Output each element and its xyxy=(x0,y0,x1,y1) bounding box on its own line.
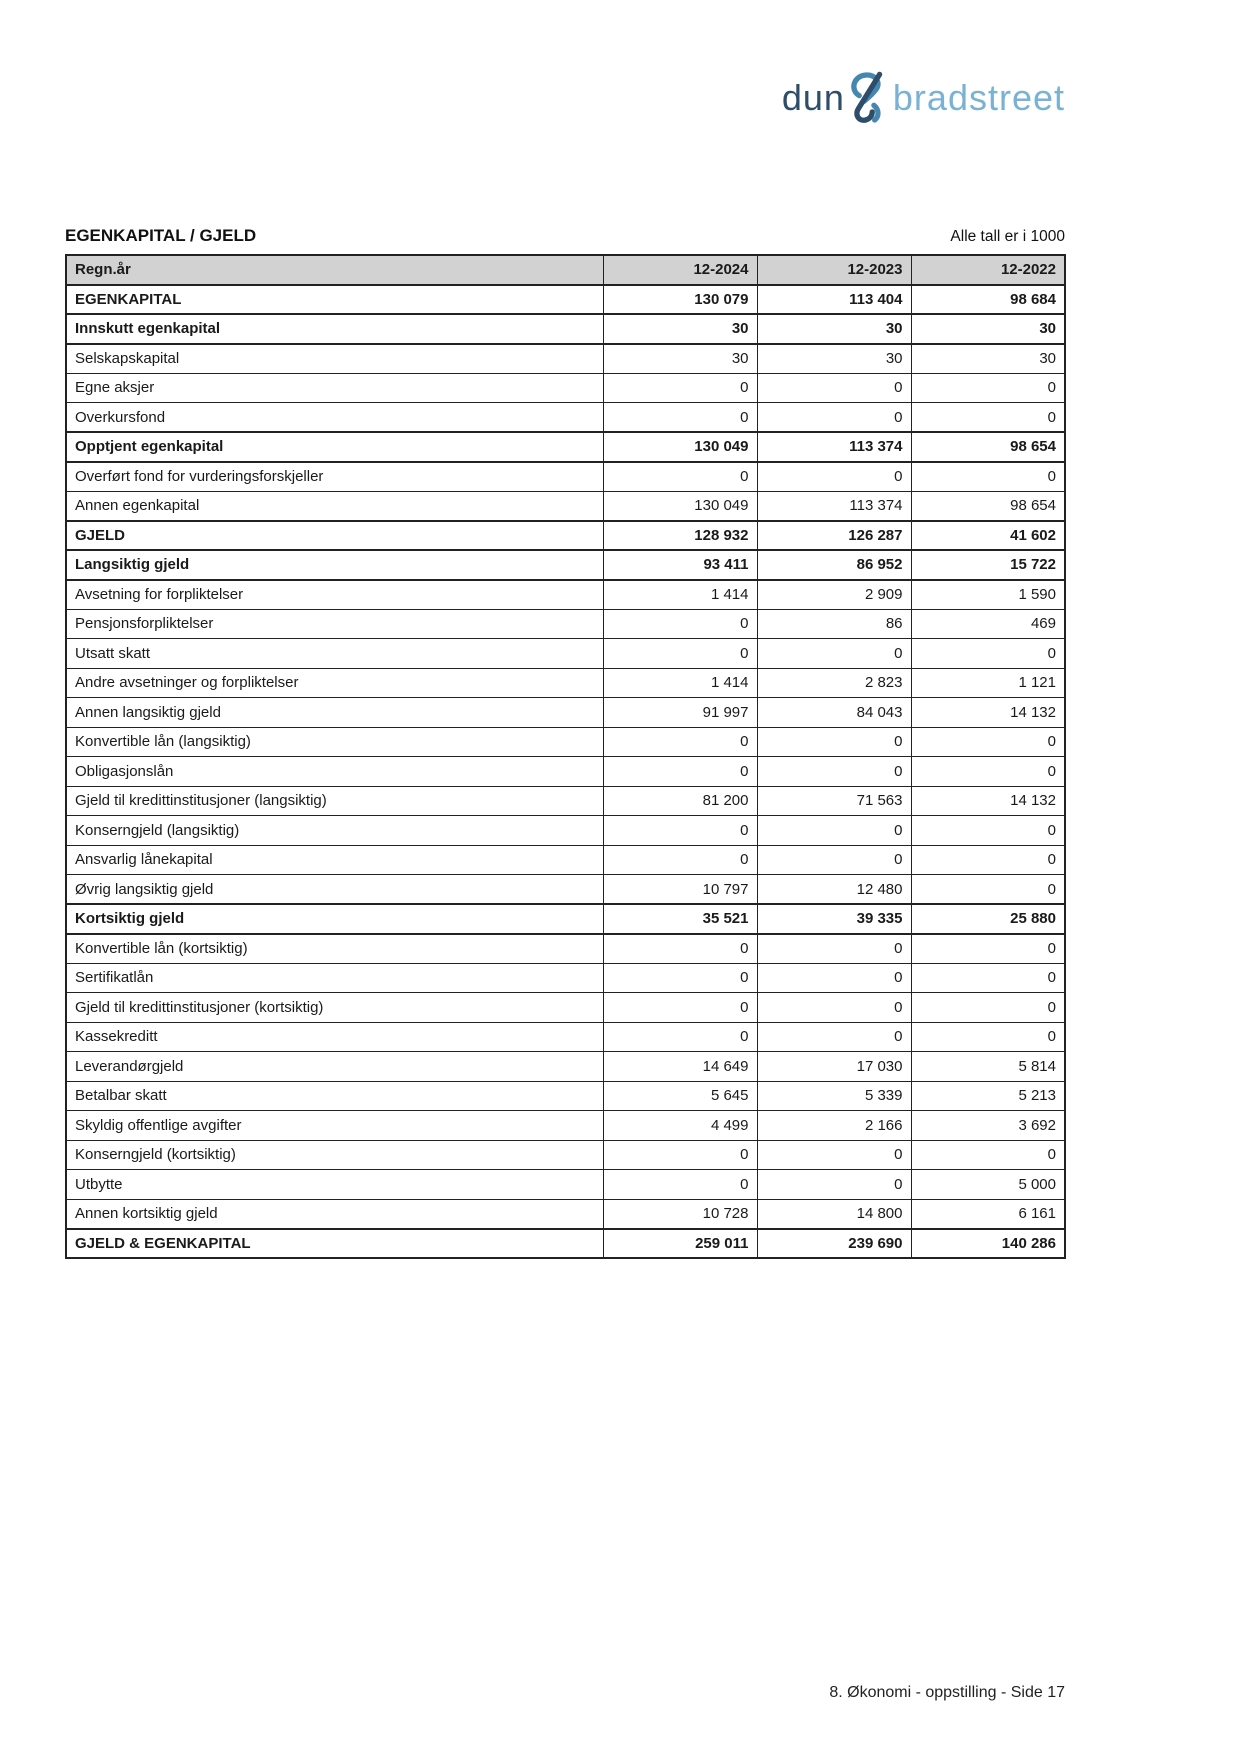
row-value: 0 xyxy=(911,639,1065,669)
row-value: 25 880 xyxy=(911,904,1065,934)
row-value: 0 xyxy=(911,875,1065,905)
row-value: 0 xyxy=(757,403,911,433)
row-value: 86 952 xyxy=(757,550,911,580)
row-value: 2 166 xyxy=(757,1111,911,1141)
table-row xyxy=(66,373,1065,403)
row-value: 0 xyxy=(757,1022,911,1052)
table-row xyxy=(66,698,1065,728)
table-row xyxy=(66,491,1065,521)
table-row xyxy=(66,1052,1065,1082)
row-value: 14 800 xyxy=(757,1199,911,1229)
row-value: 5 339 xyxy=(757,1081,911,1111)
row-value: 128 932 xyxy=(603,521,757,551)
row-label: Innskutt egenkapital xyxy=(66,314,603,344)
page-title: EGENKAPITAL / GJELD xyxy=(65,226,257,245)
logo-text-bradstreet: bradstreet xyxy=(892,77,1065,118)
balance-sheet-table xyxy=(65,254,1066,1259)
row-label: Kortsiktig gjeld xyxy=(66,904,603,934)
table-row xyxy=(66,285,1065,315)
table-row xyxy=(66,609,1065,639)
row-value: 30 xyxy=(757,344,911,374)
row-value: 0 xyxy=(757,993,911,1023)
table-row xyxy=(66,757,1065,787)
row-value: 0 xyxy=(911,403,1065,433)
row-label: Utsatt skatt xyxy=(66,639,603,669)
row-value: 1 414 xyxy=(603,668,757,698)
row-value: 5 000 xyxy=(911,1170,1065,1200)
row-value: 2 823 xyxy=(757,668,911,698)
row-value: 0 xyxy=(603,403,757,433)
row-value: 10 797 xyxy=(603,875,757,905)
row-value: 259 011 xyxy=(603,1229,757,1259)
row-label: Avsetning for forpliktelser xyxy=(66,580,603,610)
row-value: 14 132 xyxy=(911,698,1065,728)
row-value: 0 xyxy=(603,373,757,403)
row-value: 0 xyxy=(603,845,757,875)
row-value: 0 xyxy=(603,934,757,964)
row-value: 469 xyxy=(911,609,1065,639)
row-value: 6 161 xyxy=(911,1199,1065,1229)
row-value: 0 xyxy=(911,845,1065,875)
table-row xyxy=(66,462,1065,492)
row-value: 0 xyxy=(603,1170,757,1200)
row-label: Gjeld til kredittinstitusjoner (langsiktig) xyxy=(66,786,603,816)
table-row xyxy=(66,1199,1065,1229)
row-value: 14 132 xyxy=(911,786,1065,816)
column-header-regnar: Regn.år xyxy=(66,255,603,285)
row-value: 98 654 xyxy=(911,432,1065,462)
row-label: Kassekreditt xyxy=(66,1022,603,1052)
row-label: Leverandørgjeld xyxy=(66,1052,603,1082)
row-value: 12 480 xyxy=(757,875,911,905)
row-label: GJELD & EGENKAPITAL xyxy=(66,1229,603,1259)
ampersand-icon xyxy=(847,69,891,127)
row-value: 5 213 xyxy=(911,1081,1065,1111)
row-value: 3 692 xyxy=(911,1111,1065,1141)
row-value: 0 xyxy=(757,1170,911,1200)
dun-bradstreet-logo xyxy=(782,70,1065,126)
row-value: 1 590 xyxy=(911,580,1065,610)
table-row xyxy=(66,1229,1065,1259)
row-value: 0 xyxy=(603,727,757,757)
row-value: 71 563 xyxy=(757,786,911,816)
row-label: Obligasjonslån xyxy=(66,757,603,787)
row-value: 0 xyxy=(757,462,911,492)
row-value: 0 xyxy=(757,816,911,846)
row-value: 0 xyxy=(911,1022,1065,1052)
row-value: 0 xyxy=(603,462,757,492)
row-value: 86 xyxy=(757,609,911,639)
row-label: Opptjent egenkapital xyxy=(66,432,603,462)
row-value: 4 499 xyxy=(603,1111,757,1141)
row-label: EGENKAPITAL xyxy=(66,285,603,315)
row-value: 0 xyxy=(603,1022,757,1052)
table-row xyxy=(66,639,1065,669)
row-value: 0 xyxy=(911,816,1065,846)
row-value: 41 602 xyxy=(911,521,1065,551)
row-label: Pensjonsforpliktelser xyxy=(66,609,603,639)
row-value: 17 030 xyxy=(757,1052,911,1082)
row-label: Konserngjeld (kortsiktig) xyxy=(66,1140,603,1170)
table-row xyxy=(66,1111,1065,1141)
row-value: 0 xyxy=(757,1140,911,1170)
column-header-12-2023: 12-2023 xyxy=(757,255,911,285)
row-value: 0 xyxy=(757,845,911,875)
table-row xyxy=(66,1140,1065,1170)
row-value: 113 404 xyxy=(757,285,911,315)
row-value: 113 374 xyxy=(757,432,911,462)
row-value: 30 xyxy=(911,314,1065,344)
row-value: 0 xyxy=(911,727,1065,757)
table-row xyxy=(66,727,1065,757)
title-row xyxy=(65,226,1065,246)
table-row xyxy=(66,521,1065,551)
row-value: 130 049 xyxy=(603,491,757,521)
column-header-12-2024: 12-2024 xyxy=(603,255,757,285)
row-value: 0 xyxy=(911,963,1065,993)
row-label: Ansvarlig lånekapital xyxy=(66,845,603,875)
row-value: 0 xyxy=(603,816,757,846)
row-value: 98 654 xyxy=(911,491,1065,521)
row-value: 5 814 xyxy=(911,1052,1065,1082)
row-label: Sertifikatlån xyxy=(66,963,603,993)
content-area xyxy=(65,226,1065,1259)
row-label: Annen kortsiktig gjeld xyxy=(66,1199,603,1229)
row-value: 0 xyxy=(911,757,1065,787)
row-value: 126 287 xyxy=(757,521,911,551)
row-value: 0 xyxy=(911,934,1065,964)
row-value: 0 xyxy=(757,639,911,669)
column-header-12-2022: 12-2022 xyxy=(911,255,1065,285)
units-note: Alle tall er i 1000 xyxy=(950,228,1065,245)
row-value: 98 684 xyxy=(911,285,1065,315)
logo-text-dun: dun xyxy=(781,77,845,118)
table-header-row xyxy=(66,255,1065,285)
row-value: 39 335 xyxy=(757,904,911,934)
row-value: 30 xyxy=(757,314,911,344)
row-value: 15 722 xyxy=(911,550,1065,580)
row-label: Gjeld til kredittinstitusjoner (kortsiktig) xyxy=(66,993,603,1023)
table-row xyxy=(66,344,1065,374)
row-value: 130 049 xyxy=(603,432,757,462)
row-value: 81 200 xyxy=(603,786,757,816)
table-row xyxy=(66,314,1065,344)
row-label: Skyldig offentlige avgifter xyxy=(66,1111,603,1141)
table-row xyxy=(66,875,1065,905)
row-value: 30 xyxy=(911,344,1065,374)
row-value: 1 121 xyxy=(911,668,1065,698)
row-value: 0 xyxy=(757,934,911,964)
table-row xyxy=(66,1170,1065,1200)
page-footer: 8. Økonomi - oppstilling - Side 17 xyxy=(829,1684,1065,1701)
table-row xyxy=(66,904,1065,934)
table-row xyxy=(66,845,1065,875)
row-label: Betalbar skatt xyxy=(66,1081,603,1111)
row-label: Konserngjeld (langsiktig) xyxy=(66,816,603,846)
row-value: 0 xyxy=(603,757,757,787)
row-value: 35 521 xyxy=(603,904,757,934)
row-value: 5 645 xyxy=(603,1081,757,1111)
table-row xyxy=(66,963,1065,993)
row-label: Utbytte xyxy=(66,1170,603,1200)
row-label: Annen langsiktig gjeld xyxy=(66,698,603,728)
table-row xyxy=(66,786,1065,816)
row-value: 130 079 xyxy=(603,285,757,315)
row-value: 84 043 xyxy=(757,698,911,728)
row-value: 0 xyxy=(911,1140,1065,1170)
row-label: GJELD xyxy=(66,521,603,551)
row-value: 0 xyxy=(603,639,757,669)
row-value: 30 xyxy=(603,314,757,344)
row-value: 0 xyxy=(757,757,911,787)
row-value: 30 xyxy=(603,344,757,374)
row-value: 0 xyxy=(757,373,911,403)
row-label: Egne aksjer xyxy=(66,373,603,403)
row-value: 93 411 xyxy=(603,550,757,580)
row-value: 91 997 xyxy=(603,698,757,728)
table-row xyxy=(66,668,1065,698)
row-label: Øvrig langsiktig gjeld xyxy=(66,875,603,905)
table-row xyxy=(66,934,1065,964)
table-row xyxy=(66,993,1065,1023)
row-label: Konvertible lån (kortsiktig) xyxy=(66,934,603,964)
row-value: 0 xyxy=(603,1140,757,1170)
row-value: 2 909 xyxy=(757,580,911,610)
row-value: 0 xyxy=(757,727,911,757)
table-row xyxy=(66,1081,1065,1111)
table-row xyxy=(66,1022,1065,1052)
table-row xyxy=(66,550,1065,580)
row-label: Overført fond for vurderingsforskjeller xyxy=(66,462,603,492)
row-value: 239 690 xyxy=(757,1229,911,1259)
row-value: 0 xyxy=(911,462,1065,492)
table-row xyxy=(66,403,1065,433)
row-value: 140 286 xyxy=(911,1229,1065,1259)
table-row xyxy=(66,816,1065,846)
row-value: 0 xyxy=(911,993,1065,1023)
row-value: 0 xyxy=(911,373,1065,403)
row-value: 14 649 xyxy=(603,1052,757,1082)
table-row xyxy=(66,432,1065,462)
row-label: Overkursfond xyxy=(66,403,603,433)
row-value: 10 728 xyxy=(603,1199,757,1229)
row-label: Konvertible lån (langsiktig) xyxy=(66,727,603,757)
row-value: 113 374 xyxy=(757,491,911,521)
row-label: Annen egenkapital xyxy=(66,491,603,521)
row-value: 0 xyxy=(603,993,757,1023)
row-label: Langsiktig gjeld xyxy=(66,550,603,580)
row-value: 0 xyxy=(603,609,757,639)
row-label: Andre avsetninger og forpliktelser xyxy=(66,668,603,698)
row-label: Selskapskapital xyxy=(66,344,603,374)
row-value: 0 xyxy=(757,963,911,993)
table-row xyxy=(66,580,1065,610)
row-value: 1 414 xyxy=(603,580,757,610)
row-value: 0 xyxy=(603,963,757,993)
